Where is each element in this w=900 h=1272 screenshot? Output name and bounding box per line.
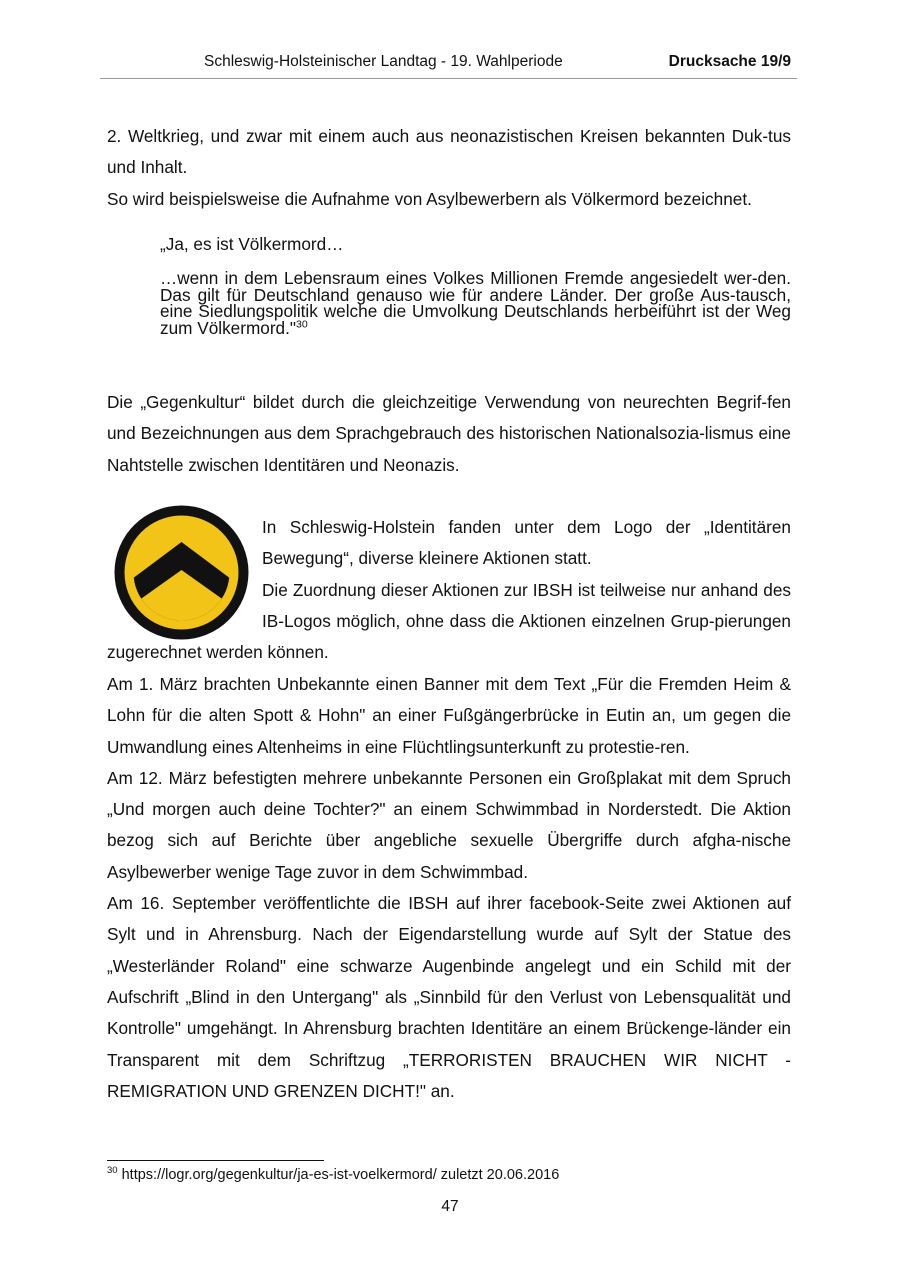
events-list <box>107 669 791 1107</box>
footnote <box>107 1166 559 1184</box>
page-number: 47 <box>441 1198 459 1215</box>
page-header <box>100 50 797 79</box>
event-paragraph: Am 12. März befestigten mehrere unbekannte Personen ein Großplakat mit dem Spruch „Und morgen auch deine Tochter?" an einem Schwimmbad in Norderstedt. Die Aktion bezog sich auf Berichte über angebliche sexuelle Übergriffe durch afgha-nische Asylbewerber wenige Tage zuvor in dem Schwimmbad. <box>107 767 791 882</box>
header-title: Schleswig-Holsteinischer Landtag - 19. Wahlperiode <box>204 53 563 70</box>
logo-paragraph <box>107 512 791 668</box>
gegenkultur-text: Die „Gegenkultur“ bildet durch die gleichzeitige Verwendung von neurechten Begrif-fen und Bezeichnungen aus dem Sprachgebrauch des historischen Nationalsozia-lismus eine Nahtstelle zwischen Identitären und Neonazis. <box>107 392 791 475</box>
gegenkultur-paragraph <box>107 387 791 481</box>
logo-paragraph-b: Die Zuordnung dieser Aktionen zur IBSH ist teilweise nur anhand des IB-Logos möglich, ohne dass die Aktionen einzelnen Grup-pierungen zugerechnet werden können. <box>107 579 791 663</box>
intro-line-1: 2. Weltkrieg, und zwar mit einem auch aus neonazistischen Kreisen bekannten Duk-tus und Inhalt. <box>107 126 791 178</box>
footnote-link[interactable]: https://logr.org/gegenkultur/ja-es-ist-voelkermord/ zuletzt 20.06.2016 <box>121 1167 560 1183</box>
logo-paragraph-a: In Schleswig-Holstein fanden unter dem Logo der „Identitären Bewegung“, diverse kleinere Aktionen statt. <box>262 517 791 569</box>
intro-line-2: So wird beispielsweise die Aufnahme von Asylbewerbern als Völkermord bezeichnet. <box>107 188 752 209</box>
footnote-reference[interactable]: 30 <box>296 318 308 331</box>
event-paragraph: Am 16. September veröffentlichte die IBSH auf ihrer facebook-Seite zwei Aktionen auf Sylt und in Ahrensburg. Nach der Eigendarstellung wurde auf Sylt der Statue des „Westerländer Roland" eine schwarze Augenbinde angelegt und ein Schild mit der Aufschrift „Blind in den Untergang" als „Sinnbild für den Verlust von Lebensqualität und Kontrolle" umgehängt. In Ahrensburg brachten Identitäre an einem Brückenge-länder ein Transparent mit dem Schriftzug „TERRORISTEN BRAUCHEN WIR NICHT - REMIGRATION UND GRENZEN DICHT!" an. <box>107 893 791 1101</box>
header-drucksache: Drucksache 19/9 <box>668 53 791 70</box>
footnote-divider <box>107 1160 324 1161</box>
quote-first-line: „Ja, es ist Völkermord… <box>160 234 344 254</box>
quote-body-text: …wenn in dem Lebensraum eines Volkes Millionen Fremde angesiedelt wer-den. Das gilt für Deutschland genauso wie für andere Länder. Der große Aus-tausch, eine Siedlungspolitik welche die Umvolkung Deutschlands herbeiführt ist der Weg zum Völkermord." <box>160 268 791 338</box>
block-quote <box>160 270 791 336</box>
event-paragraph: Am 1. März brachten Unbekannte einen Banner mit dem Text „Für die Fremden Heim & Lohn für die alten Spott & Hohn" an einer Fußgängerbrücke in Eutin an, um gegen die Umwandlung eines Altenheims in eine Flüchtlingsunterkunft zu protestie-ren. <box>107 674 791 757</box>
intro-paragraph <box>107 121 791 215</box>
footnote-number: 30 <box>107 1165 118 1177</box>
